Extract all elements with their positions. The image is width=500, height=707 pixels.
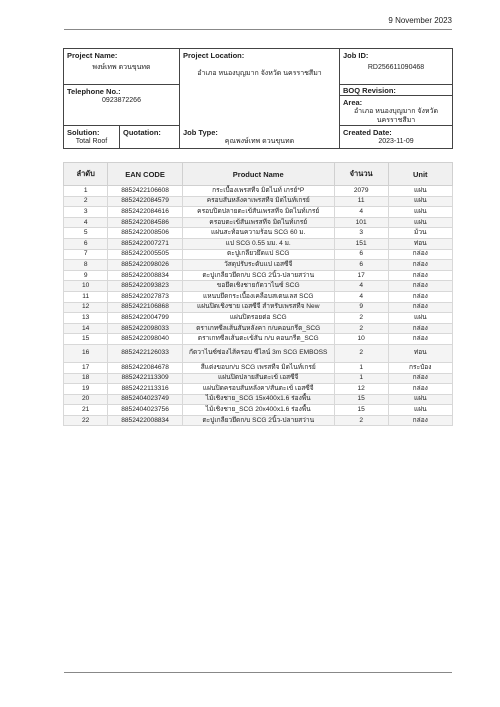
cell-index: 20 xyxy=(64,394,108,405)
cell-quantity: 10 xyxy=(334,334,388,345)
project-info-grid xyxy=(63,48,453,149)
table-row xyxy=(64,260,453,271)
cell-quantity: 101 xyxy=(334,217,388,228)
cell-product-name: ตะปูเกลียวยึดก/บ SCG 2นิ้ว-ปลายสว่าน xyxy=(182,270,334,281)
cell-quantity: 12 xyxy=(334,384,388,395)
cell-index: 17 xyxy=(64,362,108,373)
boq-revision-label: BOQ Revision: xyxy=(343,86,396,95)
cell-quantity: 11 xyxy=(334,196,388,207)
cell-ean-code: 8852422113309 xyxy=(108,373,182,384)
cell-unit: แผ่น xyxy=(388,313,452,324)
boq-revision-cell xyxy=(340,85,452,96)
cell-unit: กล่อง xyxy=(388,270,452,281)
boq-items-table xyxy=(63,162,453,426)
cell-unit: แผ่น xyxy=(388,196,452,207)
cell-quantity: 4 xyxy=(334,291,388,302)
cell-quantity: 2 xyxy=(334,313,388,324)
cell-index: 3 xyxy=(64,207,108,218)
cell-index: 4 xyxy=(64,217,108,228)
cell-quantity: 3 xyxy=(334,228,388,239)
col-header-index: ลำดับ xyxy=(64,163,108,186)
area-value-line2: นครราชสีมา xyxy=(376,117,416,124)
table-row xyxy=(64,334,453,345)
cell-quantity: 1 xyxy=(334,362,388,373)
cell-product-name: ตะปูเกลียวยึดก/บ SCG 2นิ้ว-ปลายสว่าน xyxy=(182,415,334,426)
table-body xyxy=(64,186,453,426)
cell-product-name: ครอบสันหลังคาเพรสทีจ มิดไนท์เกรย์ xyxy=(182,196,334,207)
telephone-cell xyxy=(64,85,180,126)
cell-quantity: 4 xyxy=(334,281,388,292)
table-row xyxy=(64,344,453,362)
cell-index: 15 xyxy=(64,334,108,345)
cell-quantity: 2079 xyxy=(334,186,388,197)
cell-quantity: 6 xyxy=(334,260,388,271)
cell-unit: กล่อง xyxy=(388,415,452,426)
cell-index: 6 xyxy=(64,238,108,249)
cell-unit: แผ่น xyxy=(388,207,452,218)
table-row xyxy=(64,228,453,239)
report-date: 9 November 2023 xyxy=(388,16,452,25)
cell-unit: ท่อน xyxy=(388,344,452,362)
cell-unit: กล่อง xyxy=(388,291,452,302)
quotation-cell xyxy=(120,126,180,148)
cell-index: 7 xyxy=(64,249,108,260)
cell-index: 14 xyxy=(64,323,108,334)
cell-unit: กล่อง xyxy=(388,384,452,395)
cell-unit: กล่อง xyxy=(388,334,452,345)
col-header-unit: Unit xyxy=(388,163,452,186)
cell-ean-code: 8852422093823 xyxy=(108,281,182,292)
telephone-value: 0923872266 xyxy=(102,97,141,104)
cell-ean-code: 8852422008834 xyxy=(108,415,182,426)
job-type-cell xyxy=(180,126,340,148)
table-row xyxy=(64,207,453,218)
project-location-value: อำเภอ หนองบุญมาก จังหวัด นครราชสีมา xyxy=(197,70,322,77)
cell-quantity: 9 xyxy=(334,302,388,313)
table-row xyxy=(64,281,453,292)
cell-index: 2 xyxy=(64,196,108,207)
table-row xyxy=(64,373,453,384)
cell-index: 5 xyxy=(64,228,108,239)
area-label: Area: xyxy=(343,98,363,107)
table-row xyxy=(64,291,453,302)
cell-quantity: 151 xyxy=(334,238,388,249)
cell-ean-code: 8852404023749 xyxy=(108,394,182,405)
area-value-line1: อำเภอ หนองบุญมาก จังหวัด xyxy=(353,108,439,115)
col-header-quantity: จำนวน xyxy=(334,163,388,186)
cell-quantity: 2 xyxy=(334,323,388,334)
cell-ean-code: 8852422027873 xyxy=(108,291,182,302)
col-header-ean: EAN CODE xyxy=(108,163,182,186)
solution-cell xyxy=(64,126,120,148)
table-row xyxy=(64,415,453,426)
job-id-cell xyxy=(340,49,452,85)
job-id-value: RD256611090468 xyxy=(367,64,425,71)
cell-product-name: ไม้เชิงชาย_SCG 15x400x1.6 ร่องพื้น xyxy=(182,394,334,405)
cell-ean-code: 8852422084616 xyxy=(108,207,182,218)
project-name-value: พงษ์เทพ ดวนขุนทด xyxy=(92,64,151,71)
cell-product-name: กระเบื้องเพรสทีจ มิตไนท์ เกรย์*P xyxy=(182,186,334,197)
table-row xyxy=(64,186,453,197)
cell-product-name: ตราเกทซีลเส้นสันหลังคา ก/บคอนกรีต_SCG xyxy=(182,323,334,334)
cell-unit: แผ่น xyxy=(388,405,452,416)
cell-ean-code: 8852422005505 xyxy=(108,249,182,260)
cell-ean-code: 8852422084579 xyxy=(108,196,182,207)
cell-product-name: ไม้เชิงชาย_SCG 20x400x1.6 ร่องพื้น xyxy=(182,405,334,416)
cell-product-name: วัสดุปรับระดับแป เอสซีจี xyxy=(182,260,334,271)
table-row xyxy=(64,270,453,281)
cell-ean-code: 8852422098026 xyxy=(108,260,182,271)
created-date-label: Created Date: xyxy=(343,128,392,137)
cell-quantity: 17 xyxy=(334,270,388,281)
project-name-cell xyxy=(64,49,180,85)
solution-value: Total Roof xyxy=(75,138,108,145)
cell-product-name: แหนบยึดกระเบื้องเคลือบสเตนเลส SCG xyxy=(182,291,334,302)
table-row xyxy=(64,249,453,260)
cell-product-name: แผ่นปิดเชิงชาย เอสซีจี สำหรับเพรสทีจ New xyxy=(182,302,334,313)
table-row xyxy=(64,384,453,395)
area-cell xyxy=(340,96,452,126)
cell-product-name: ครอบปิดปลายตะเข้สันเพรสทีจ มิดไนท์เกรย์ xyxy=(182,207,334,218)
cell-product-name: แผ่นปิดครอบสันหลังคา/สันตะเข้ เอสซีจี xyxy=(182,384,334,395)
cell-index: 16 xyxy=(64,344,108,362)
cell-quantity: 15 xyxy=(334,405,388,416)
table-row xyxy=(64,323,453,334)
solution-label: Solution: xyxy=(67,128,100,137)
cell-index: 21 xyxy=(64,405,108,416)
cell-quantity: 1 xyxy=(334,373,388,384)
table-row xyxy=(64,196,453,207)
cell-ean-code: 8852422098040 xyxy=(108,334,182,345)
cell-unit: ม้วน xyxy=(388,228,452,239)
table-row xyxy=(64,394,453,405)
cell-unit: กระป๋อง xyxy=(388,362,452,373)
cell-unit: กล่อง xyxy=(388,260,452,271)
job-id-label: Job ID: xyxy=(343,51,369,60)
cell-unit: แผ่น xyxy=(388,217,452,228)
cell-ean-code: 8852422004799 xyxy=(108,313,182,324)
cell-product-name: แผ่นปิดรอยต่อ SCG xyxy=(182,313,334,324)
created-date-value: 2023-11-09 xyxy=(378,138,414,145)
cell-unit: กล่อง xyxy=(388,323,452,334)
cell-product-name: แผ่นสะท้อนความร้อน SCG 60 ม. xyxy=(182,228,334,239)
cell-index: 8 xyxy=(64,260,108,271)
job-type-label: Job Type: xyxy=(183,128,218,137)
created-date-cell xyxy=(340,126,452,148)
quotation-label: Quotation: xyxy=(123,128,161,137)
cell-ean-code: 8852422126033 xyxy=(108,344,182,362)
col-header-product: Product Name xyxy=(182,163,334,186)
cell-ean-code: 8852422098033 xyxy=(108,323,182,334)
cell-unit: กล่อง xyxy=(388,373,452,384)
cell-unit: แผ่น xyxy=(388,394,452,405)
cell-product-name: ตราเกทซีลเส้นตะเข้สัน ก/บ คอนกรีต_SCG xyxy=(182,334,334,345)
cell-ean-code: 8852422113316 xyxy=(108,384,182,395)
cell-quantity: 6 xyxy=(334,249,388,260)
cell-ean-code: 8852422008506 xyxy=(108,228,182,239)
cell-quantity: 2 xyxy=(334,415,388,426)
project-location-cell xyxy=(180,49,340,126)
cell-product-name: สีแต่งขอบก/บ SCG เพรสทีจ มิดไนท์เกรย์ xyxy=(182,362,334,373)
table-row xyxy=(64,238,453,249)
cell-index: 19 xyxy=(64,384,108,395)
cell-index: 9 xyxy=(64,270,108,281)
telephone-label: Telephone No.: xyxy=(67,87,121,96)
cell-ean-code: 8852422007271 xyxy=(108,238,182,249)
cell-unit: กล่อง xyxy=(388,302,452,313)
cell-ean-code: 8852422084678 xyxy=(108,362,182,373)
table-row xyxy=(64,313,453,324)
cell-unit: แผ่น xyxy=(388,186,452,197)
cell-product-name: แป SCG 0.55 มม. 4 ม. xyxy=(182,238,334,249)
cell-unit: ท่อน xyxy=(388,238,452,249)
cell-product-name: ครอบตะเข้สันเพรสทีจ มิดไนท์เกรย์ xyxy=(182,217,334,228)
cell-ean-code: 8852422008834 xyxy=(108,270,182,281)
footer-divider xyxy=(64,672,452,673)
table-row xyxy=(64,217,453,228)
cell-index: 1 xyxy=(64,186,108,197)
cell-unit: กล่อง xyxy=(388,281,452,292)
cell-ean-code: 8852404023756 xyxy=(108,405,182,416)
cell-unit: กล่อง xyxy=(388,249,452,260)
table-row xyxy=(64,405,453,416)
cell-quantity: 4 xyxy=(334,207,388,218)
cell-index: 10 xyxy=(64,281,108,292)
table-row xyxy=(64,362,453,373)
cell-index: 13 xyxy=(64,313,108,324)
project-name-label: Project Name: xyxy=(67,51,118,60)
cell-product-name: ขอยึดเชิงชายกัดวาไนซ์ SCG xyxy=(182,281,334,292)
cell-index: 11 xyxy=(64,291,108,302)
header-divider xyxy=(64,29,452,30)
cell-product-name: กัดวาไนซ์ซ่องไส้ครอบ ซีไลน์ 3m SCG EMBOSS xyxy=(182,344,334,362)
job-type-value: คุณพงษ์เทพ ดวนขุนทด xyxy=(224,138,295,145)
table-row xyxy=(64,302,453,313)
cell-ean-code: 8852422106868 xyxy=(108,302,182,313)
cell-index: 12 xyxy=(64,302,108,313)
cell-index: 18 xyxy=(64,373,108,384)
cell-index: 22 xyxy=(64,415,108,426)
cell-quantity: 15 xyxy=(334,394,388,405)
table-header-row xyxy=(64,163,453,186)
cell-product-name: ตะปูเกลียวยึดแป SCG xyxy=(182,249,334,260)
cell-quantity: 2 xyxy=(334,344,388,362)
cell-product-name: แผ่นปิดปลายสันตะเข้ เอสซีจี xyxy=(182,373,334,384)
cell-ean-code: 8852422084586 xyxy=(108,217,182,228)
cell-ean-code: 8852422106608 xyxy=(108,186,182,197)
project-location-label: Project Location: xyxy=(183,51,245,60)
